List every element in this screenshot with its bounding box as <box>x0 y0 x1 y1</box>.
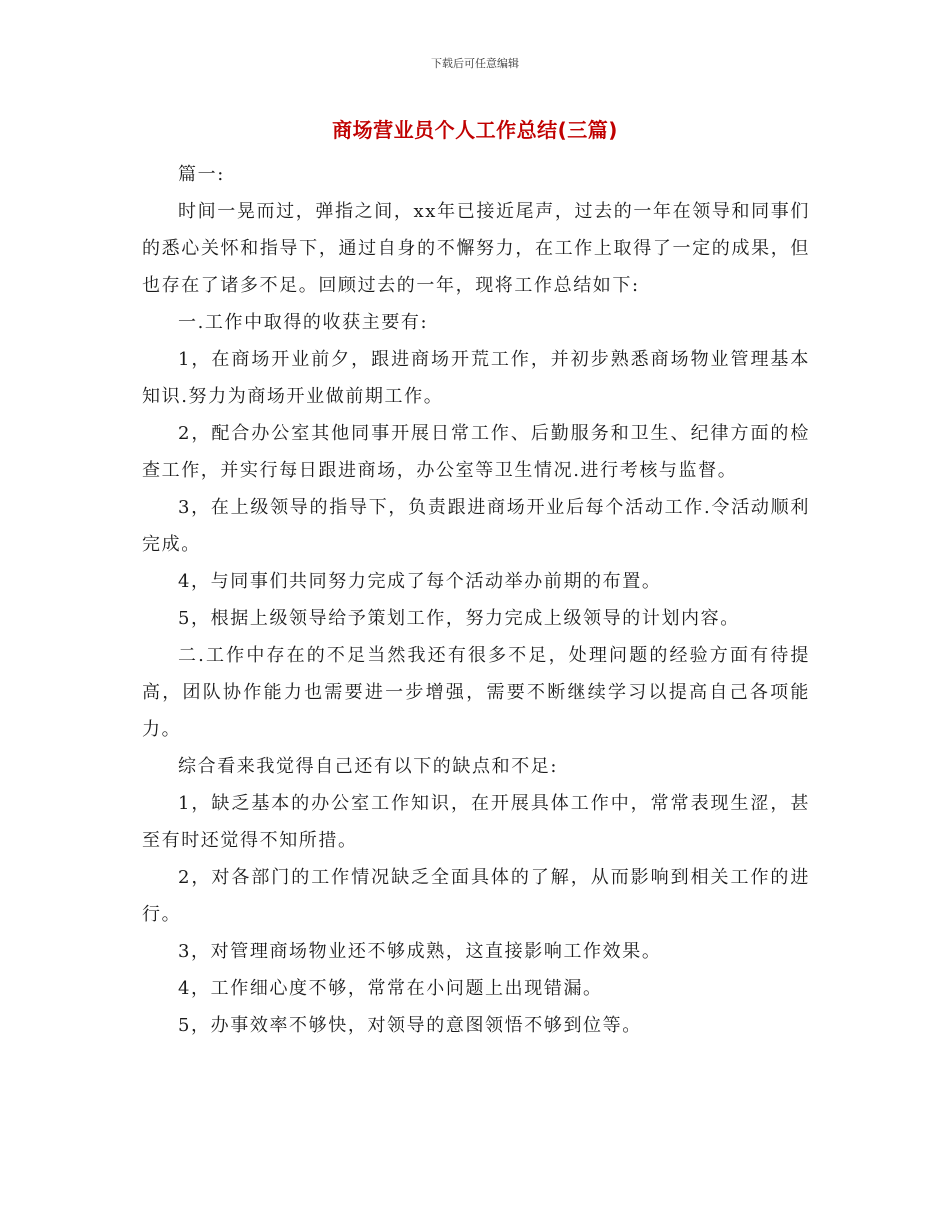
paragraph: 3，在上级领导的指导下，负责跟进商场开业后每个活动工作.令活动顺利完成。 <box>142 497 810 555</box>
paragraph: 一.工作中取得的收获主要有: <box>178 312 429 333</box>
paragraph: 4，与同事们共同努力完成了每个活动举办前期的布置。 <box>178 571 662 592</box>
paragraph: 5，办事效率不够快，对领导的意图领悟不够到位等。 <box>178 1015 642 1036</box>
paragraph: 二.工作中存在的不足当然我还有很多不足，处理问题的经验方面有待提高，团队协作能力也需要进一步增强，需要不断继续学习以提高自己各项能力。 <box>142 645 810 740</box>
paragraph: 篇一: <box>178 164 225 185</box>
paragraph: 时间一晃而过，弹指之间，xx年已接近尾声，过去的一年在领导和同事们的悉心关怀和指导下，通过自身的不懈努力，在工作上取得了一定的成果，但也存在了诸多不足。回顾过去的一年，现将工作总结如下: <box>142 201 810 296</box>
document-title: 商场营业员个人工作总结(三篇) <box>332 118 618 142</box>
paragraph: 1，在商场开业前夕，跟进商场开荒工作，并初步熟悉商场物业管理基本知识.努力为商场开业做前期工作。 <box>142 349 810 407</box>
paragraph: 综合看来我觉得自己还有以下的缺点和不足: <box>178 756 559 777</box>
header-note: 下载后可任意编辑 <box>431 57 519 70</box>
paragraph: 2，配合办公室其他同事开展日常工作、后勤服务和卫生、纪律方面的检查工作，并实行每日跟进商场，办公室等卫生情况.进行考核与监督。 <box>142 423 810 481</box>
document-body <box>142 156 810 1044</box>
paragraph: 5，根据上级领导给予策划工作，努力完成上级领导的计划内容。 <box>178 608 740 629</box>
paragraph: 2，对各部门的工作情况缺乏全面具体的了解，从而影响到相关工作的进行。 <box>142 867 810 925</box>
paragraph: 4，工作细心度不够，常常在小问题上出现错漏。 <box>178 978 603 999</box>
paragraph: 1，缺乏基本的办公室工作知识，在开展具体工作中，常常表现生涩，甚至有时还觉得不知所措。 <box>142 793 810 851</box>
paragraph: 3，对管理商场物业还不够成熟，这直接影响工作效果。 <box>178 941 662 962</box>
